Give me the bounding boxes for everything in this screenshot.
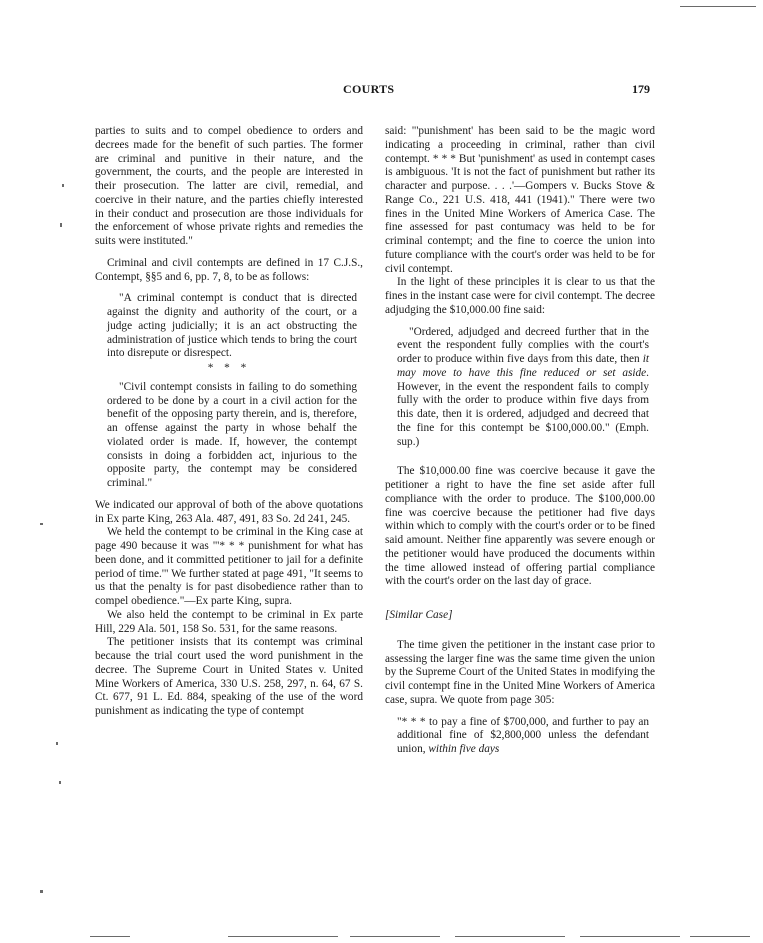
quote-decree-part1: "Ordered, adjudged and decreed further that in the event the respondent fully complies with the court's order to produce within five days from this date, then [397, 325, 649, 365]
paragraph-punishment: said: "'punishment' has been said to be the magic word indicating a proceeding in criminal, rather than civil contempt. * * * But 'punishment' as used in contempt cases is ambiguous. 'It is not the fact of punishment but rather its character and purpose. . . .'—Gompers v. Bucks Stove & Range Co., 221 U.S. 418, 441 (1941)." There were two fines in the United Mine Workers of America Case. The fine assessed for past contumacy was held to be for criminal contempt; and the fine to coerce the union into future compliance with the court's order was held to be for civil contempt. [385, 125, 655, 275]
quote-fine [397, 716, 649, 757]
quote-decree-part2: . However, in the event the respondent fails to comply fully with the order to produce within five days from this date, then it is ordered, adjudged and decreed that the fine for this contempt be $100,000.00." (Emph. sup.) [397, 366, 649, 448]
quote-civil-contempt: "Civil contempt consists in failing to do something ordered to be done by a court in a civil action for the benefit of the opposing party therein, and is, therefore, an offense against the party in whose behalf the violated order is made. If, however, the contempt consists in doing a forbidden act, injurious to the opposite party, the contempt may be considered criminal." [107, 380, 357, 489]
scan-mark [580, 936, 680, 937]
paragraph-approval: We indicated our approval of both of the above quotations in Ex parte King, 263 Ala. 487, 491, 83 So. 2d 241, 245. [95, 498, 363, 525]
running-head: COURTS [343, 82, 395, 96]
scan-mark [690, 936, 750, 937]
scan-mark [228, 936, 338, 937]
section-heading-similar-case: [Similar Case] [385, 609, 453, 621]
scan-mark [59, 781, 61, 784]
scan-mark [455, 936, 565, 937]
quote-decree [397, 326, 649, 450]
scan-mark [56, 742, 58, 745]
paragraph-time-given: The time given the petitioner in the instant case prior to assessing the larger fine was the same time given the union by the Supreme Court of the United States in modifying the civil contempt fine in the United Mine Workers of America case, supra. We quote from page 305: [385, 638, 655, 706]
scan-mark [90, 936, 130, 937]
quote-fine-part1: "* * * to pay a fine of $700,000, and further to pay an additional fine of $2,800,000 unless the defendant union, [397, 715, 649, 755]
left-column [95, 125, 363, 719]
scan-mark [60, 223, 62, 227]
scan-mark [680, 6, 756, 7]
paragraph-definitions: Criminal and civil contempts are defined in 17 C.J.S., Contempt, §§5 and 6, pp. 7, 8, to be as follows: [95, 256, 363, 283]
paragraph-petitioner-insists: The petitioner insists that its contempt was criminal because the trial court used the word punishment in the decree. The Supreme Court in United States v. United Mine Workers of America, 330 U.S. 258, 297, n. 64, 67 S. Ct. 677, 91 L. Ed. 884, speaking of the use of the word punishment as indicating the type of contempt [95, 636, 363, 717]
paragraph-coercive: The $10,000.00 fine was coercive because it gave the petitioner a right to have the fine set aside after full compliance with the order to produce. The $100,000.00 fine was coercive because the petitioner had five days within which to comply with the court's order or to be fined said amount. Neither fine apparently was severe enough or the petitioner would have produced the documents within the time allowed instead of offering partial compliance with the court's order on the last day of grace. [385, 465, 655, 588]
quote-criminal-contempt: "A criminal contempt is conduct that is directed against the dignity and authority of the court, or a judge acting judicially; it is an act obstructing the administration of justice which tends to bring the court into disrepute or disrespect. [107, 292, 357, 360]
page-header [0, 82, 763, 102]
paragraph-principles: In the light of these principles it is clear to us that the fines in the instant case were for civil contempt. The decree adjudging the $10,000.00 fine said: [385, 276, 655, 316]
quote-decree-emphasis: it may move to have this fine reduced or set aside [397, 353, 649, 379]
scan-mark [40, 523, 43, 525]
paragraph-king-case: We held the contempt to be criminal in the King case at page 490 because it was "'* * * punishment for what has been done, and it committed petitioner to jail for a definite period of time.'" We further stated at page 491, "It seems to us that the penalty is for past disobedience rather than to compel obedience."—Ex parte King, supra. [95, 526, 363, 607]
ellipsis-stars: * * * [207, 362, 251, 374]
paragraph-continued: parties to suits and to compel obedience to orders and decrees made for the benefit of such parties. The former are criminal and punitive in their nature, and the government, the courts, and the people are interested in their prosecution. The latter are civil, remedial, and coercive in their nature, and the parties chiefly interested in their conduct and prosecution are those individuals for the enforcement of whose private rights and remedies the suits were instituted." [95, 125, 363, 247]
scan-mark [62, 184, 64, 187]
scan-mark [350, 936, 440, 937]
paragraph-hill-case: We also held the contempt to be criminal in Ex parte Hill, 229 Ala. 501, 158 So. 531, for the same reasons. [95, 608, 363, 635]
scan-mark [40, 890, 43, 893]
page-number: 179 [632, 82, 650, 96]
right-column [385, 125, 655, 757]
quote-fine-emphasis: within five days [428, 743, 500, 755]
